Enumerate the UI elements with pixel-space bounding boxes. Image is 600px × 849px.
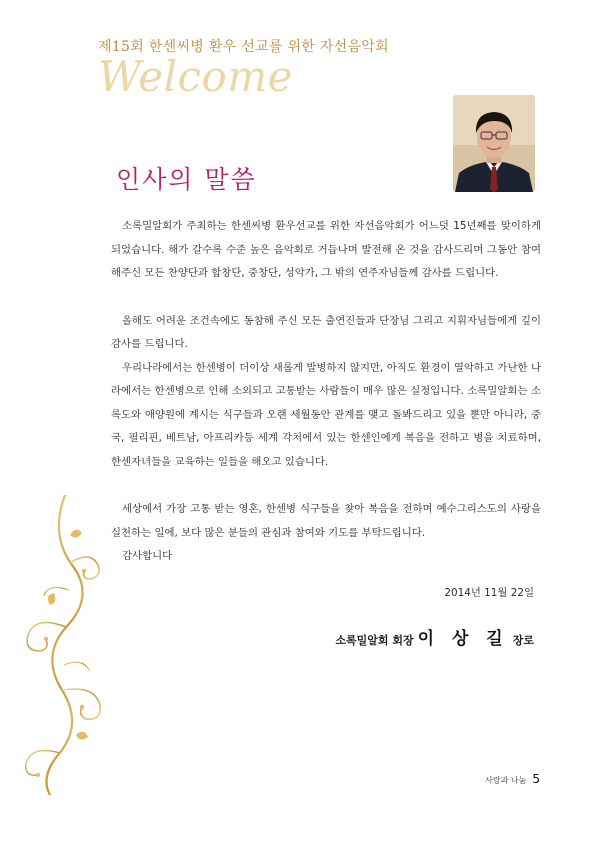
signature-name: 이 상 길 [417, 629, 509, 649]
greeting-body [111, 215, 541, 569]
welcome-script-text: Welcome [98, 52, 294, 101]
body-paragraph: 소록밀알회가 주최하는 한센씨병 환우선교를 위한 자선음악회가 어느덧 15년째를 맞이하게 되었습니다. 해가 갈수록 수준 높은 음악회로 거듭나며 발전해 온 것을 감사드리며 그동안 참여해주신 모든 찬양단과 합창단, 중창단, 성악가, 그 밖의 연주자님들께 감사를 드립니다. [111, 220, 541, 279]
speaker-photo [453, 95, 535, 192]
signature-block [335, 624, 534, 649]
body-paragraph: 올해도 어려운 조건속에도 동참해 주신 모든 출연진들과 단장님 그리고 지휘자님들에게 깊이 감사를 드립니다. [111, 314, 541, 350]
greeting-heading: 인사의 말씀 [116, 165, 257, 194]
page-number: 5 [532, 772, 540, 786]
event-title: 제15회 한센씨병 환우 선교를 위한 자선음악회 [98, 39, 389, 55]
body-paragraph: 세상에서 가장 고통 받는 영혼, 한센병 식구들을 찾아 복음을 전하며 예수그리스도의 사랑을 실천하는 일에, 보다 많은 분들의 관심과 참여와 기도를 부탁드립니다. [111, 503, 541, 539]
signature-organization: 소록밀알회 회장 [335, 634, 414, 647]
closing-line: 감사합니다 [122, 550, 173, 562]
page-footer [485, 772, 540, 786]
gold-flourish-ornament [10, 495, 120, 795]
signature-title: 장로 [512, 634, 534, 647]
letter-date: 2014년 11월 22일 [444, 587, 534, 599]
portrait-image [453, 95, 535, 192]
body-paragraph: 우리나라에서는 한센병이 더이상 새롭게 발병하지 않지만, 아직도 환경이 열악하고 가난한 나라에서는 한센병으로 인해 소외되고 고통받는 사람들이 매우 많은 실정입니다. 소록밀알회는 소록도와 애양원에 계시는 식구들과 오랜 세월동안 관계를 맺고 돌봐드리고 있을 뿐만 아니라, 중국, 필리핀, 베트남, 아프리카등 세계 각처에서 있는 한센인에게 복음을 전하고 병을 치료하며, 한센자녀들을 교육하는 일들을 해오고 있습니다. [111, 361, 541, 468]
footer-label: 사랑과 나눔 [485, 776, 527, 785]
